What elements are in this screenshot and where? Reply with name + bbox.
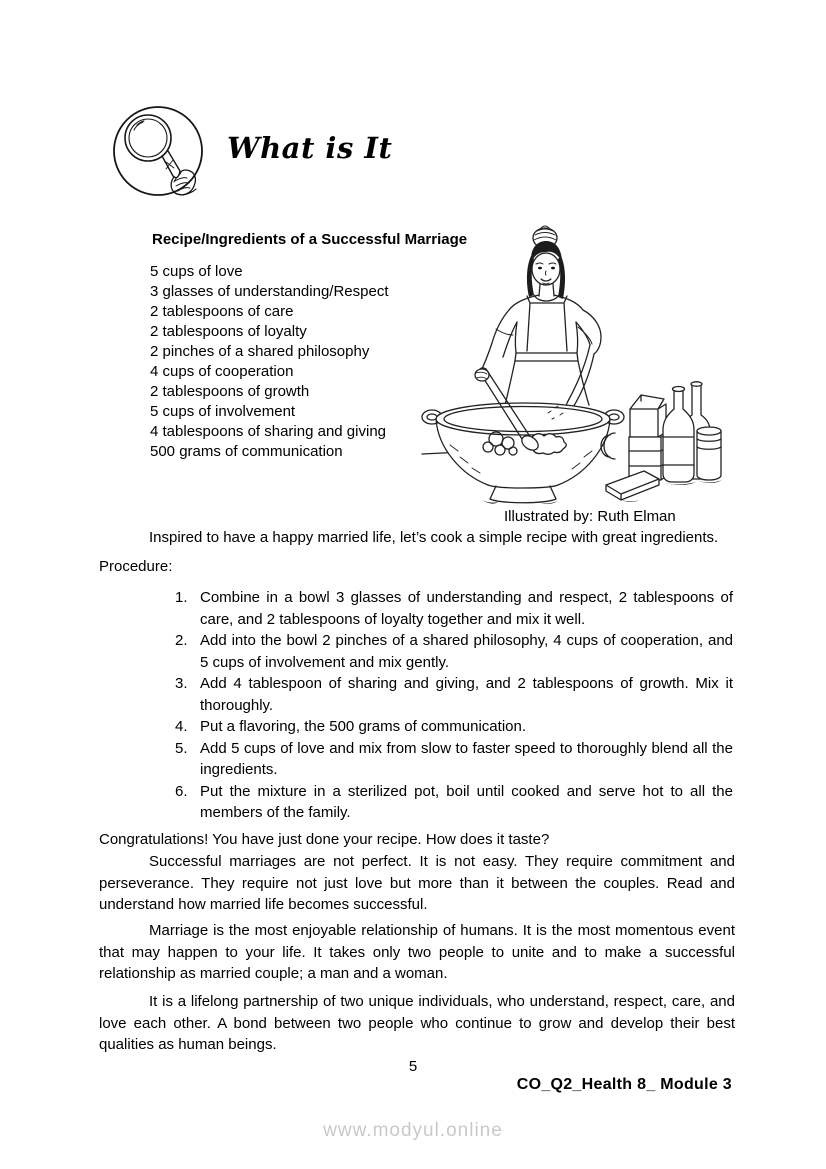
face [532,253,560,285]
step-number: 6. [175,782,188,800]
step-text: Add 5 cups of love and mix from slow to faster speed to thoroughly blend all the ingredients. [200,739,733,778]
module-footer: CO_Q2_Health 8_ Module 3 [516,1076,732,1093]
procedure-step [175,673,733,716]
step-number: 5. [175,739,188,757]
ingredient-item: 3 glasses of understanding/Respect [150,283,389,300]
procedure-label: Procedure: [99,558,173,575]
procedure-step [175,630,733,673]
wine-bottle [663,390,694,482]
intro-paragraph: Inspired to have a happy married life, let’s cook a simple recipe with great ingredients. [149,529,719,546]
ingredient-item: 4 cups of cooperation [150,363,294,380]
cooking-illustration [420,223,765,508]
section-title: What is It [227,131,393,165]
ingredient-item: 5 cups of love [150,263,243,280]
step-number: 1. [175,589,188,606]
procedure-step [175,738,733,781]
step-number: 3. [175,675,188,692]
ingredient-item: 4 tablespoons of sharing and giving [150,423,387,440]
procedure-step [175,587,733,630]
step-number: 4. [175,718,188,735]
ingredient-item: 5 cups of involvement [150,403,296,420]
recipe-heading: Recipe/Ingredients of a Successful Marriage [152,231,468,248]
brick-box [606,471,659,500]
wok-rim [436,403,610,435]
jar [697,431,721,480]
congrats-line: Congratulations! You have just done your recipe. How does it taste? [99,831,550,848]
step-text: Add 4 tablespoon of sharing and giving, and 2 tablespoons of growth. Mix it thoroughly. [200,675,733,714]
step-number: 2. [175,632,188,649]
magnifier-icon [112,105,204,197]
ingredient-item: 2 pinches of a shared philosophy [150,343,370,360]
body-paragraph: Marriage is the most enjoyable relationship of humans. It is the most momentous event that may happen to your life. It takes only two people to unite and to make a successful relationship as married couple; a man and a woman. [99,922,735,982]
ingredient-item: 2 tablespoons of care [150,303,294,320]
step-text: Add into the bowl 2 pinches of a shared philosophy, 4 cups of cooperation, and 5 cups of involvement and mix gently. [200,632,733,671]
carton [630,395,666,437]
procedure-step [175,716,733,738]
ingredients-list [150,262,388,462]
watermark: www.modyul.online [323,1120,503,1141]
ingredient-item: 2 tablespoons of growth [150,383,310,400]
ingredient-item: 500 grams of communication [150,443,343,460]
ingredient-item: 2 tablespoons of loyalty [150,323,307,340]
body-paragraph: Successful marriages are not perfect. It is not easy. They require commitment and perseverance. They require not just love but more than it between the couples. Read and understand how married life becomes successful. [99,853,735,913]
procedure-step [175,781,733,824]
step-text: Combine in a bowl 3 glasses of understanding and respect, 2 tablespoons of care, and 2 tablespoons of loyalty together and mix it well. [200,589,733,628]
body-paragraph: It is a lifelong partnership of two unique individuals, who understand, respect, care, and love each other. A bond between two people who continue to grow and develop their best qualities as human beings. [99,993,735,1053]
step-text: Put a flavoring, the 500 grams of communication. [200,718,527,735]
page-number: 5 [408,1058,418,1075]
procedure-steps [175,587,733,824]
step-text: Put the mixture in a sterilized pot, boil until cooked and serve hot to all the members of the family. [200,782,733,821]
illustration-credit: Illustrated by: Ruth Elman [504,508,676,525]
apron-bib [527,303,567,351]
